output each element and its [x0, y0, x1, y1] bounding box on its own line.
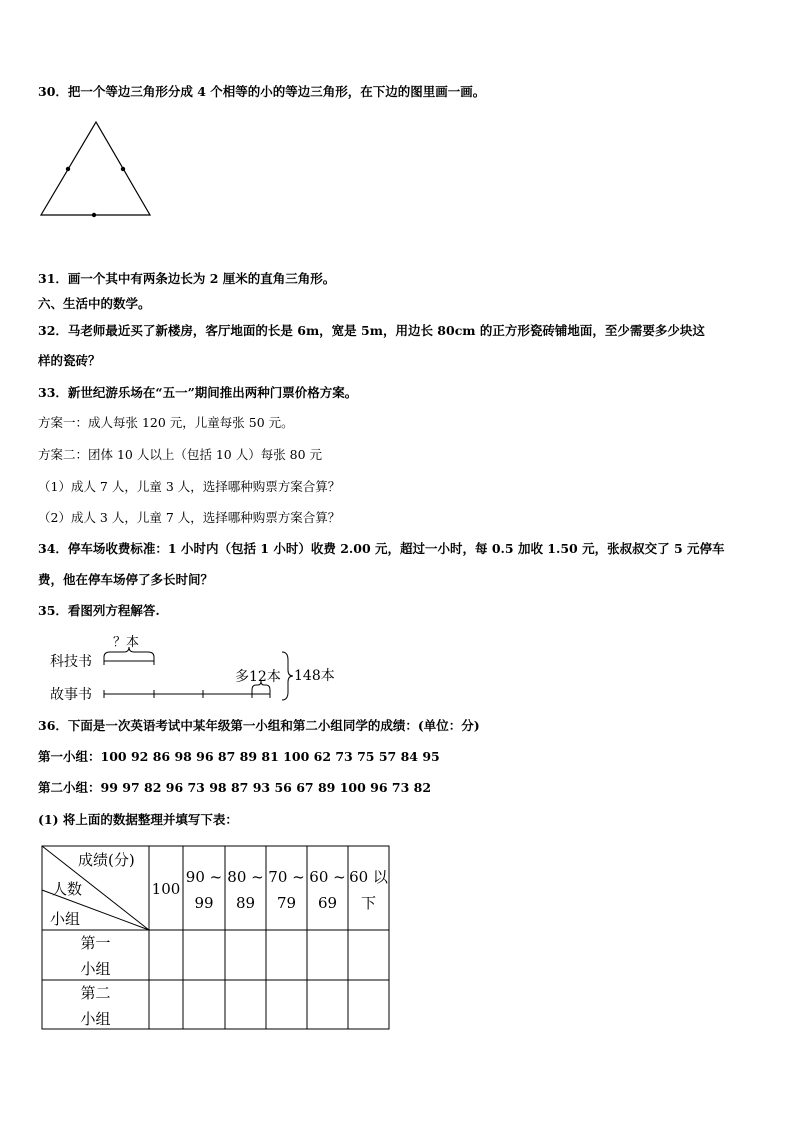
- table-header-line1: 60 ~: [309, 868, 346, 886]
- table-header-line1: 90 ~: [185, 868, 223, 886]
- table-row-label-line1: 第一: [80, 934, 111, 952]
- question-33-part1: （1）成人 7 人，儿童 3 人，选择哪种购票方案合算？: [38, 479, 341, 494]
- table-header-line2: 89: [235, 894, 256, 912]
- question-35: 35．看图列方程解答.: [38, 603, 160, 618]
- table-header-line1: 80 ~: [227, 868, 264, 886]
- group-2-scores: 第二小组：99 97 82 96 73 98 87 93 56 67 89 100 96 73 82: [38, 780, 432, 795]
- table-row-label-line2: 小组: [80, 1010, 111, 1028]
- question-32-line2: 样的瓷砖？: [38, 353, 101, 368]
- table-row-group-1: [42, 930, 149, 982]
- diagram-label-unknown: ？本: [113, 635, 140, 650]
- diagram-label-more: 多12本: [235, 669, 281, 685]
- table-header-70-79: [266, 864, 307, 916]
- table-header-100: [149, 876, 183, 902]
- table-row-group-2: [42, 980, 149, 1032]
- question-34-line1: 34．停车场收费标准：1 小时内（包括 1 小时）收费 2.00 元，超过一小时，每 0.5 加收 1.50 元，张叔叔交了 5 元停车: [38, 541, 725, 556]
- section-6-heading: 六、生活中的数学。: [38, 296, 151, 311]
- table-header-line1: 60 以: [349, 868, 388, 886]
- table-header-line2: 79: [276, 894, 297, 912]
- table-header-90-99: [183, 864, 225, 916]
- table-corner-score-label: 成绩(分): [78, 851, 135, 869]
- table-header-line2: 下: [360, 894, 376, 912]
- table-corner-group-label: 小组: [50, 910, 81, 928]
- plan-1: 方案一：成人每张 120 元，儿童每张 50 元。: [38, 415, 294, 430]
- group-1-scores: 第一小组：100 92 86 98 96 87 89 81 100 62 73 75 57 84 95: [38, 749, 440, 764]
- diagram-label-total: 148本: [294, 668, 335, 684]
- question-32-line1: 32．马老师最近买了新楼房，客厅地面的长是 6m，宽是 5m，用边长 80cm 的正方形瓷砖铺地面，至少需要多少块这: [38, 323, 705, 338]
- plan-2: 方案二：团体 10 人以上（包括 10 人）每张 80 元: [38, 447, 323, 462]
- table-header-line2: 99: [194, 894, 214, 912]
- question-33: 33．新世纪游乐场在“五一”期间推出两种门票价格方案。: [38, 385, 358, 400]
- table-corner-count-label: 人数: [52, 880, 83, 898]
- diagram-label-story-books: 故事书: [50, 687, 92, 703]
- table-header-60-69: [307, 864, 348, 916]
- question-30: 30．把一个等边三角形分成 4 个相等的小的等边三角形，在下边的图里画一画。: [38, 84, 486, 99]
- table-header-line1: 70 ~: [268, 868, 305, 886]
- question-31: 31．画一个其中有两条边长为 2 厘米的直角三角形。: [38, 271, 336, 286]
- table-header-below-60: [348, 864, 389, 916]
- question-36: 36．下面是一次英语考试中某年级第一小组和第二小组同学的成绩：(单位：分): [38, 718, 480, 733]
- table-row-label-line2: 小组: [80, 960, 111, 978]
- question-34-line2: 费，他在停车场停了多长时间？: [38, 572, 214, 587]
- table-header-line2: 69: [317, 894, 338, 912]
- table-header-line1: 100: [151, 880, 181, 898]
- question-33-part2: （2）成人 3 人，儿童 7 人，选择哪种购票方案合算？: [38, 510, 341, 525]
- diagram-label-science-books: 科技书: [50, 654, 92, 670]
- question-36-part1: (1) 将上面的数据整理并填写下表：: [38, 812, 238, 827]
- table-row-label-line1: 第二: [80, 984, 111, 1002]
- table-header-80-89: [225, 864, 266, 916]
